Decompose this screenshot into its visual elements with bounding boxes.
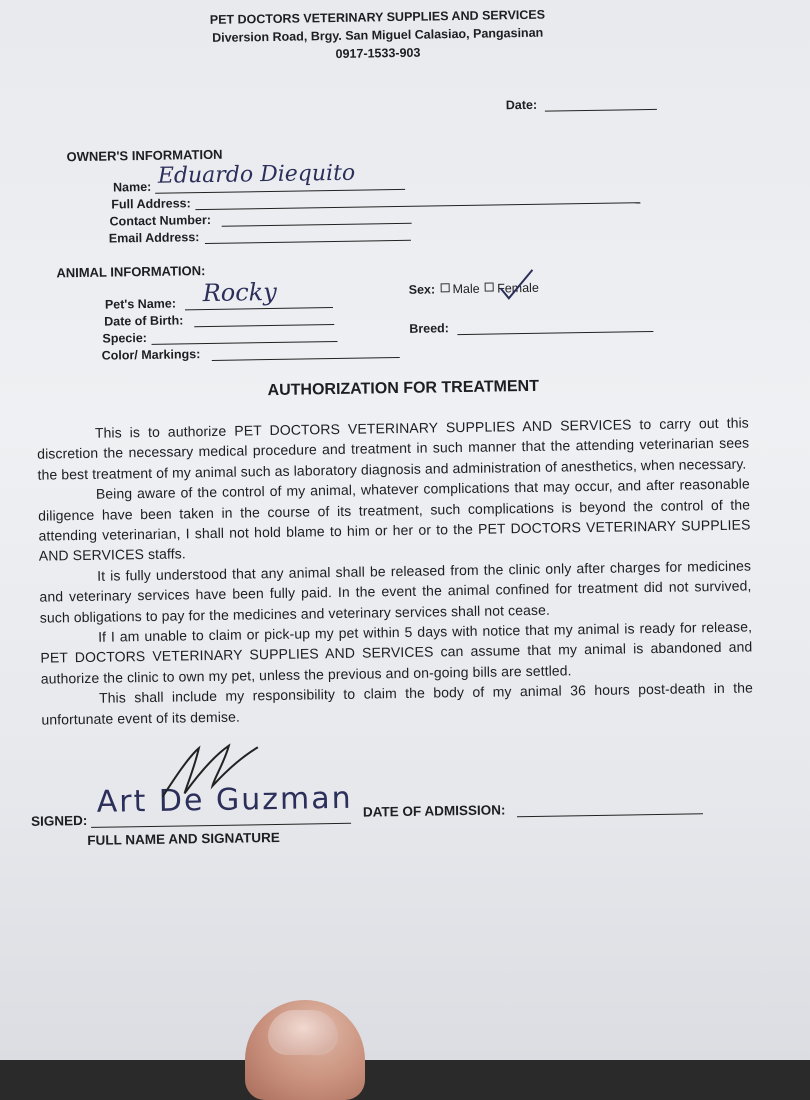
owner-name-label: Name: [112, 179, 152, 195]
female-label: Female [497, 280, 539, 296]
paragraph-4: If I am unable to claim or pick-up my pet within 5 days with notice that my animal is ready for release, PET DOCTORS VETERINARY SUPPLIES AND SERVICES can assume that my animal is abandoned and authorize the clinic to own my pet, unless the previous and on-going bills are settled. [40, 618, 753, 687]
breed-field[interactable] [457, 331, 653, 335]
admission-date-label: DATE OF ADMISSION: [362, 802, 506, 820]
signed-label: SIGNED: [30, 812, 88, 829]
pet-name-field[interactable] [185, 307, 333, 310]
pet-name-handwriting: Rocky [202, 277, 277, 308]
company-name: PET DOCTORS VETERINARY SUPPLIES AND SERVICES [209, 7, 546, 27]
email-field[interactable] [205, 240, 411, 244]
contact-number-label: Contact Number: [109, 212, 212, 229]
owner-address-label: Full Address: [111, 196, 191, 212]
pet-name-label: Pet's Name: [104, 296, 177, 312]
admission-date-field[interactable] [517, 813, 703, 817]
authorization-title: AUTHORIZATION FOR TREATMENT [267, 377, 540, 400]
male-label: Male [452, 281, 480, 297]
breed-label: Breed: [409, 321, 450, 336]
owner-name-handwriting: Eduardo Diequito [157, 160, 356, 189]
date-label: Date: [505, 97, 538, 113]
specie-field[interactable] [152, 341, 338, 345]
signature-scribble [154, 737, 265, 804]
animal-heading: ANIMAL INFORMATION: [56, 263, 206, 281]
color-label: Color/ Markings: [101, 347, 201, 363]
contact-number-field[interactable] [222, 223, 412, 227]
female-checkbox[interactable] [485, 282, 494, 291]
paragraph-2: Being aware of the control of my animal, whatever complications that may occur, and after reasonable diligence have been taken in the course of its treatment, such complications is beyond the control of the attending veterinarian, I shall not hold blame to him or her or to the PET DOCTORS VETERINARY SUPPLIES AND SERVICES staffs. [38, 475, 751, 565]
male-checkbox[interactable] [440, 283, 449, 292]
paragraph-5: This shall include my responsibility to claim the body of my animal 36 hours post-death in the unfortunate event of its demise. [41, 679, 754, 728]
company-address: Diversion Road, Brgy. San Miguel Calasiao, Pangasinan [212, 25, 544, 45]
owner-name-field[interactable] [155, 189, 405, 194]
paragraph-3: It is fully understood that any animal shall be released from the clinic only after charges for medicines and veterinary services have been fully paid. In the event the animal confined for treatment did not survived, such obligations to pay for the medicines and veterinary services shall not cease. [39, 557, 752, 626]
email-label: Email Address: [108, 230, 200, 246]
owner-heading: OWNER'S INFORMATION [66, 146, 223, 165]
female-check-mark [496, 266, 537, 303]
date-field[interactable] [545, 109, 657, 112]
signer-name-handwriting: Art De Guzman [96, 780, 353, 820]
owner-address-field[interactable] [195, 202, 640, 210]
color-field[interactable] [212, 357, 400, 361]
paragraph-1: This is to authorize PET DOCTORS VETERINARY SUPPLIES AND SERVICES to carry out this discretion the necessary medical procedure and treatment in such manner that the attending veterinarian sees the best treatment of my animal such as laboratory diagnosis and administration of anesthetics, when necessary. [37, 414, 750, 483]
company-phone: 0917-1533-903 [335, 45, 421, 61]
sex-label: Sex: [408, 282, 436, 297]
signature-caption: FULL NAME AND SIGNATURE [87, 829, 280, 848]
dob-label: Date of Birth: [104, 313, 184, 329]
dob-field[interactable] [194, 324, 334, 327]
authorization-body [37, 413, 754, 730]
specie-label: Specie: [102, 330, 148, 346]
signature-field[interactable] [91, 823, 351, 828]
thumbnail-artifact [268, 1010, 338, 1055]
